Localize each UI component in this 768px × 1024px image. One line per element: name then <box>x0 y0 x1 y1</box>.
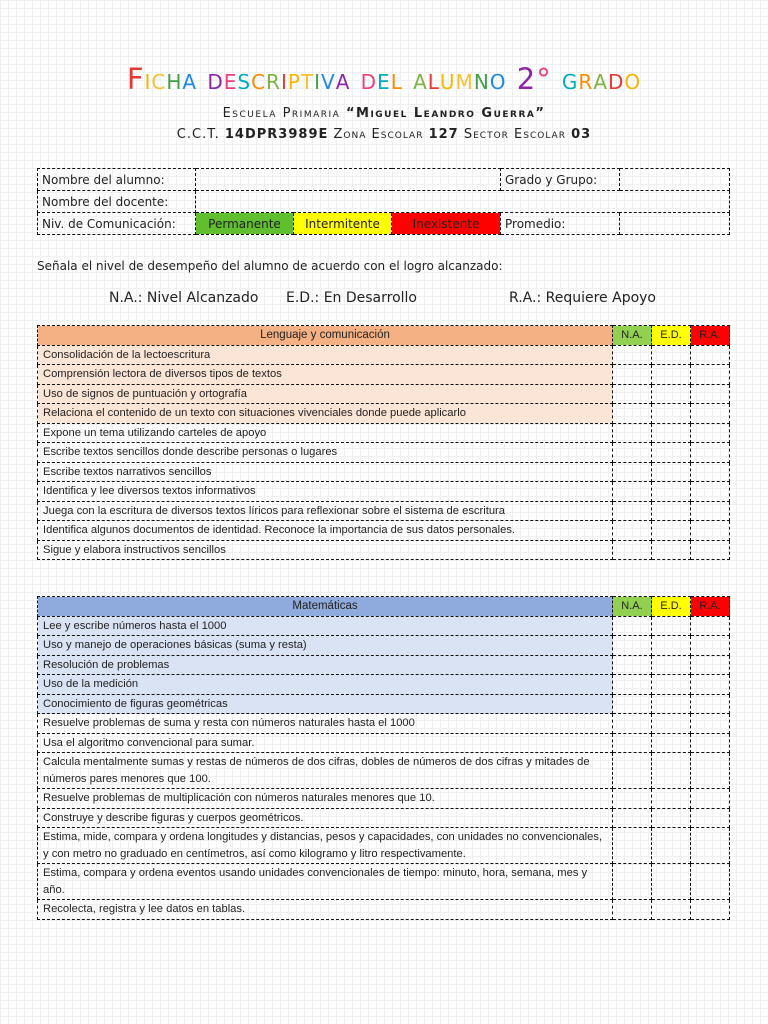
matematicas-cell-ed[interactable] <box>652 714 691 734</box>
lenguaje-item: Sigue y elabora instructivos sencillos <box>38 540 613 560</box>
matematicas-item: Uso de la medición <box>38 675 613 695</box>
page-title <box>0 62 768 96</box>
matematicas-cell-ra[interactable] <box>691 864 730 900</box>
matematicas-cell-ed[interactable] <box>652 828 691 864</box>
lenguaje-item: Comprensión lectora de diversos tipos de textos <box>38 365 613 385</box>
title-letter: n <box>473 62 490 96</box>
lenguaje-cell-ed[interactable] <box>652 540 691 560</box>
matematicas-item: Conocimiento de figuras geométricas <box>38 694 613 714</box>
matematicas-col-ra: R.A. <box>691 597 730 617</box>
cct-label: C.C.T. <box>176 127 225 142</box>
matematicas-cell-na[interactable] <box>613 753 652 789</box>
matematicas-cell-ed[interactable] <box>652 636 691 656</box>
grade-group-label: Grado y Grupo: <box>501 169 620 191</box>
table-row <box>38 733 730 753</box>
matematicas-item: Construye y describe figuras y cuerpos geométricos. <box>38 808 613 828</box>
lenguaje-cell-na[interactable] <box>613 365 652 385</box>
zona-value: 127 <box>428 127 459 142</box>
lenguaje-item: Escribe textos sencillos donde describe personas o lugares <box>38 443 613 463</box>
table-row <box>38 714 730 734</box>
title-letter: 2 <box>516 62 537 96</box>
lenguaje-cell-ed[interactable] <box>652 482 691 502</box>
matematicas-cell-na[interactable] <box>613 714 652 734</box>
matematicas-item: Lee y escribe números hasta el 1000 <box>38 616 613 636</box>
title-letter: a <box>182 62 198 96</box>
title-letter: i <box>280 62 288 96</box>
matematicas-cell-na[interactable] <box>613 655 652 675</box>
lenguaje-cell-na[interactable] <box>613 404 652 424</box>
matematicas-item: Calcula mentalmente sumas y restas de números de dos cifras, dobles de números de dos cifras y mitades de números pares menores que 100. <box>38 753 613 789</box>
table-row <box>38 808 730 828</box>
lenguaje-cell-na[interactable] <box>613 423 652 443</box>
table-row <box>38 345 730 365</box>
title-letter: l <box>427 62 440 96</box>
matematicas-item: Usa el algoritmo convencional para sumar. <box>38 733 613 753</box>
title-letter: c <box>151 62 167 96</box>
matematicas-item: Estima, mide, compara y ordena longitudes y distancias, pesos y capacidades, con unidades no convencionales, y con metro no graduado en centímetros, así como kilogramo y litro respectivamente. <box>38 828 613 864</box>
table-row <box>38 443 730 463</box>
student-name-field[interactable] <box>196 169 501 191</box>
matematicas-item: Resuelve problemas de suma y resta con números naturales hasta el 1000 <box>38 714 613 734</box>
sector-label: Sector Escolar <box>458 127 572 142</box>
lenguaje-cell-ra[interactable] <box>691 462 730 482</box>
matematicas-cell-ed[interactable] <box>652 616 691 636</box>
title-letter: p <box>287 62 301 96</box>
matematicas-cell-ed[interactable] <box>652 900 691 920</box>
table-row <box>38 482 730 502</box>
lenguaje-section-title: Lenguaje y comunicación <box>38 326 613 346</box>
table-row <box>38 828 730 864</box>
title-letter: s <box>237 62 252 96</box>
lenguaje-item: Uso de signos de puntuación y ortografía <box>38 384 613 404</box>
lenguaje-cell-na[interactable] <box>613 443 652 463</box>
level-intermitente[interactable]: Intermitente <box>294 213 392 235</box>
matematicas-item: Resuelve problemas de multiplicación con números naturales menores que 10. <box>38 789 613 809</box>
lenguaje-item: Identifica y lee diversos textos informativos <box>38 482 613 502</box>
lenguaje-col-ra: R.A. <box>691 326 730 346</box>
title-letter: c <box>251 62 267 96</box>
table-row <box>38 521 730 541</box>
title-letter <box>350 62 360 96</box>
matematicas-cell-ra[interactable] <box>691 900 730 920</box>
lenguaje-cell-ed[interactable] <box>652 384 691 404</box>
matematicas-cell-na[interactable] <box>613 636 652 656</box>
matematicas-cell-ed[interactable] <box>652 694 691 714</box>
lenguaje-cell-ra[interactable] <box>691 423 730 443</box>
level-inexistente[interactable]: Inexistente <box>392 213 501 235</box>
matematicas-cell-ra[interactable] <box>691 636 730 656</box>
lenguaje-cell-na[interactable] <box>613 540 652 560</box>
grade-group-field[interactable] <box>620 169 730 191</box>
matematicas-cell-ra[interactable] <box>691 675 730 695</box>
matematicas-cell-na[interactable] <box>613 828 652 864</box>
lenguaje-cell-ra[interactable] <box>691 365 730 385</box>
title-letter: a <box>593 62 609 96</box>
sector-value: 03 <box>571 127 592 142</box>
student-info-table <box>37 168 730 235</box>
lenguaje-cell-ed[interactable] <box>652 462 691 482</box>
lenguaje-item: Juega con la escritura de diversos textos líricos para reflexionar sobre el sistema de escritura <box>38 501 613 521</box>
lenguaje-col-ed: E.D. <box>652 326 691 346</box>
matematicas-cell-ra[interactable] <box>691 694 730 714</box>
table-row <box>38 636 730 656</box>
lenguaje-cell-ed[interactable] <box>652 365 691 385</box>
matematicas-cell-na[interactable] <box>613 694 652 714</box>
matematicas-item: Estima, compara y ordena eventos usando unidades convencionales de tiempo: minuto, hora, semana, mes y año. <box>38 864 613 900</box>
lenguaje-cell-ra[interactable] <box>691 521 730 541</box>
matematicas-cell-ed[interactable] <box>652 675 691 695</box>
title-letter: o <box>489 62 507 96</box>
matematicas-cell-na[interactable] <box>613 675 652 695</box>
matematicas-cell-ed[interactable] <box>652 753 691 789</box>
title-letter: i <box>314 62 322 96</box>
table-row <box>38 462 730 482</box>
lenguaje-col-na: N.A. <box>613 326 652 346</box>
matematicas-cell-na[interactable] <box>613 864 652 900</box>
matematicas-cell-ra[interactable] <box>691 753 730 789</box>
title-letter: m <box>455 62 474 96</box>
student-name-label: Nombre del alumno: <box>38 169 196 191</box>
instructions-text: Señala el nivel de desempeño del alumno de acuerdo con el logro alcanzado: <box>37 259 503 273</box>
title-letter: l <box>390 62 403 96</box>
matematicas-item: Resolución de problemas <box>38 655 613 675</box>
matematicas-item: Recolecta, registra y lee datos en tablas. <box>38 900 613 920</box>
matematicas-cell-ra[interactable] <box>691 655 730 675</box>
lenguaje-cell-na[interactable] <box>613 345 652 365</box>
lenguaje-cell-ra[interactable] <box>691 501 730 521</box>
title-letter: i <box>144 62 152 96</box>
table-row <box>38 384 730 404</box>
lenguaje-cell-ed[interactable] <box>652 423 691 443</box>
matematicas-cell-ra[interactable] <box>691 714 730 734</box>
school-name: “Miguel Leandro Guerra” <box>345 106 546 121</box>
title-letter <box>552 62 562 96</box>
matematicas-col-na: N.A. <box>613 597 652 617</box>
lenguaje-cell-ed[interactable] <box>652 501 691 521</box>
table-row <box>38 694 730 714</box>
lenguaje-cell-na[interactable] <box>613 482 652 502</box>
communication-level-label: Niv. de Comunicación: <box>38 213 196 235</box>
table-row <box>38 789 730 809</box>
title-letter: g <box>561 62 579 96</box>
title-letter: d <box>608 62 625 96</box>
title-letter <box>403 62 413 96</box>
matematicas-table <box>37 596 730 920</box>
lenguaje-cell-ed[interactable] <box>652 521 691 541</box>
table-row <box>38 540 730 560</box>
matematicas-cell-na[interactable] <box>613 616 652 636</box>
matematicas-cell-ra[interactable] <box>691 616 730 636</box>
table-row <box>38 864 730 900</box>
level-permanente[interactable]: Permanente <box>196 213 294 235</box>
title-letter <box>197 62 207 96</box>
lenguaje-cell-ra[interactable] <box>691 384 730 404</box>
lenguaje-item: Relaciona el contenido de un texto con situaciones vivenciales donde puede aplicarlo <box>38 404 613 424</box>
title-letter: e <box>377 62 391 96</box>
lenguaje-cell-ra[interactable] <box>691 345 730 365</box>
table-row <box>38 616 730 636</box>
school-line <box>0 106 768 121</box>
title-letter: d <box>360 62 378 96</box>
matematicas-cell-ra[interactable] <box>691 733 730 753</box>
school-prefix: Escuela Primaria <box>222 106 346 121</box>
matematicas-cell-na[interactable] <box>613 808 652 828</box>
teacher-name-field[interactable] <box>196 191 730 213</box>
cct-line <box>0 127 768 142</box>
table-row <box>38 404 730 424</box>
legend-ed: E.D.: En Desarrollo <box>286 290 417 306</box>
lenguaje-cell-na[interactable] <box>613 521 652 541</box>
title-letter: d <box>207 62 224 96</box>
table-row <box>38 501 730 521</box>
matematicas-cell-ra[interactable] <box>691 808 730 828</box>
lenguaje-cell-ra[interactable] <box>691 443 730 463</box>
lenguaje-cell-ra[interactable] <box>691 404 730 424</box>
title-letter: r <box>578 62 594 96</box>
lenguaje-item: Identifica algunos documentos de identidad. Reconoce la importancia de sus datos personales. <box>38 521 613 541</box>
title-letter: r <box>266 62 281 96</box>
title-letter: t <box>300 62 315 96</box>
average-field[interactable] <box>620 213 730 235</box>
table-row <box>38 655 730 675</box>
teacher-name-label: Nombre del docente: <box>38 191 196 213</box>
table-row <box>38 423 730 443</box>
title-letter: v <box>321 62 336 96</box>
matematicas-cell-ed[interactable] <box>652 655 691 675</box>
lenguaje-cell-na[interactable] <box>613 462 652 482</box>
legend-na: N.A.: Nivel Alcanzado <box>109 290 259 306</box>
lenguaje-cell-ra[interactable] <box>691 482 730 502</box>
table-row <box>38 365 730 385</box>
matematicas-item: Uso y manejo de operaciones básicas (suma y resta) <box>38 636 613 656</box>
matematicas-cell-ra[interactable] <box>691 828 730 864</box>
lenguaje-cell-ra[interactable] <box>691 540 730 560</box>
title-letter: h <box>166 62 183 96</box>
lenguaje-cell-ed[interactable] <box>652 404 691 424</box>
lenguaje-cell-na[interactable] <box>613 384 652 404</box>
table-row <box>38 753 730 789</box>
title-letter <box>507 62 517 96</box>
table-row <box>38 675 730 695</box>
matematicas-col-ed: E.D. <box>652 597 691 617</box>
title-letter: a <box>413 62 428 96</box>
matematicas-cell-ra[interactable] <box>691 789 730 809</box>
lenguaje-cell-na[interactable] <box>613 501 652 521</box>
title-letter: e <box>223 62 238 96</box>
lenguaje-table <box>37 325 730 560</box>
matematicas-cell-ed[interactable] <box>652 733 691 753</box>
legend-ra: R.A.: Requiere Apoyo <box>509 290 656 306</box>
matematicas-cell-ed[interactable] <box>652 789 691 809</box>
average-label: Promedio: <box>501 213 620 235</box>
title-letter: o <box>624 62 642 96</box>
lenguaje-cell-ed[interactable] <box>652 345 691 365</box>
matematicas-cell-na[interactable] <box>613 789 652 809</box>
matematicas-section-title: Matemáticas <box>38 597 613 617</box>
matematicas-cell-ed[interactable] <box>652 808 691 828</box>
lenguaje-item: Consolidación de la lectoescritura <box>38 345 613 365</box>
title-letter: F <box>126 62 145 96</box>
matematicas-cell-ed[interactable] <box>652 864 691 900</box>
title-letter: ° <box>536 62 552 96</box>
matematicas-cell-na[interactable] <box>613 733 652 753</box>
title-letter: u <box>439 62 456 96</box>
table-row <box>38 900 730 920</box>
cct-value: 14DPR3989E <box>224 127 329 142</box>
lenguaje-item: Expone un tema utilizando carteles de apoyo <box>38 423 613 443</box>
title-letter: a <box>335 62 351 96</box>
zona-label: Zona Escolar <box>328 127 429 142</box>
lenguaje-item: Escribe textos narrativos sencillos <box>38 462 613 482</box>
lenguaje-cell-ed[interactable] <box>652 443 691 463</box>
matematicas-cell-na[interactable] <box>613 900 652 920</box>
